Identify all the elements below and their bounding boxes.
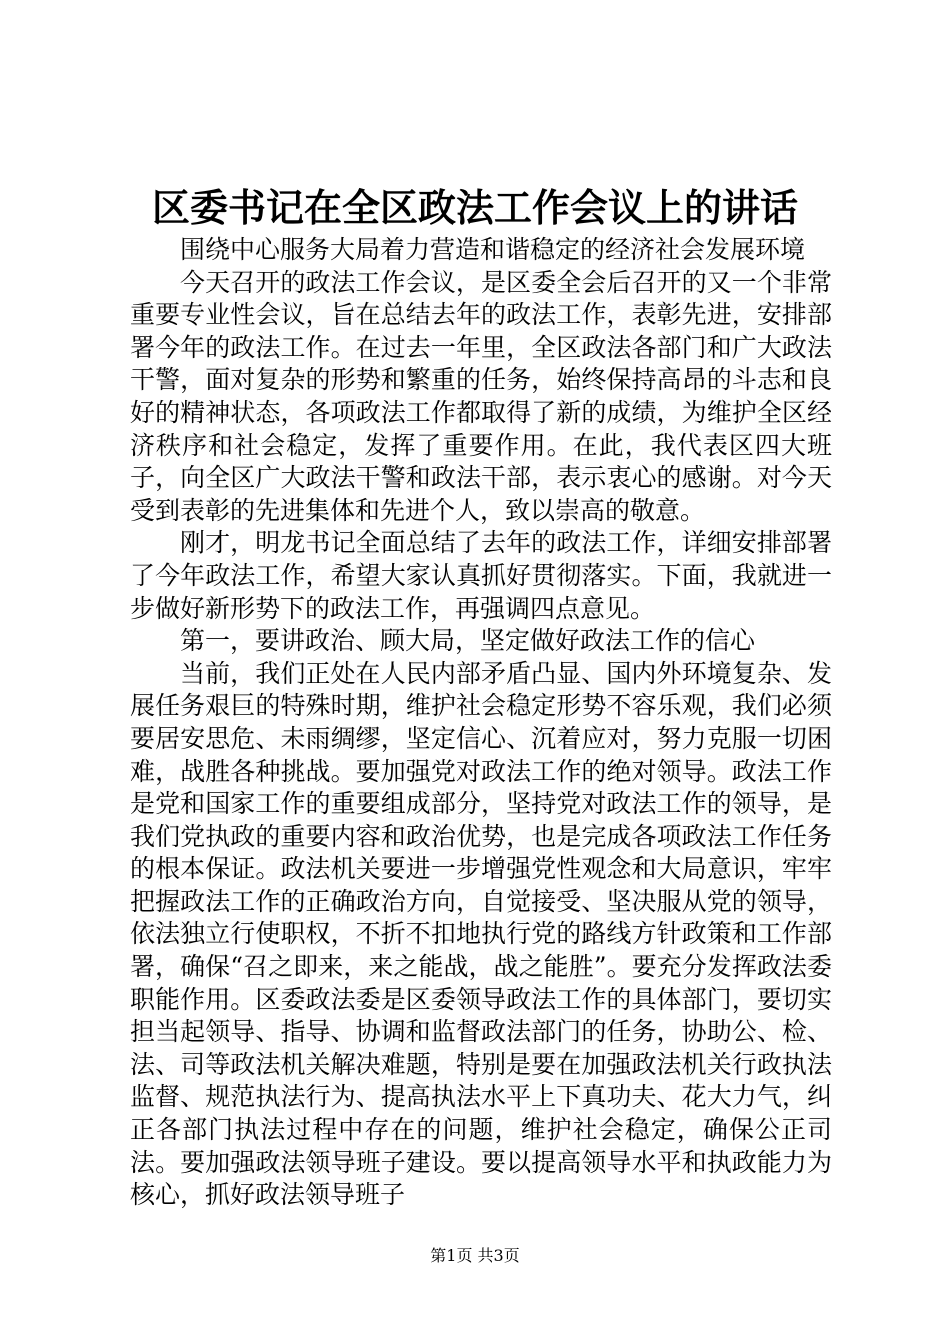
section-heading: 第一，要讲政治、顾大局，坚定做好政法工作的信心 bbox=[180, 626, 756, 656]
document-body bbox=[130, 234, 832, 1212]
body-paragraph: 当前，我们正处在人民内部矛盾凸显、国内外环境复杂、发展任务艰巨的特殊时期，维护社会稳定形势不容乐观，我们必须要居安思危、未雨绸缪，坚定信心、沉着应对，努力克服一切困难，战胜各种挑战。要加强党对政法工作的绝对领导。政法工作是党和国家工作的重要组成部分，坚持党对政法工作的领导，是我们党执政的重要内容和政治优势，也是完成各项政法工作任务的根本保证。政法机关要进一步增强党性观念和大局意识，牢牢把握政法工作的正确政治方向，自觉接受、坚决服从党的领导，依法独立行使职权，不折不扣地执行党的路线方针政策和工作部署，确保“召之即来，来之能战，战之能胜”。要充分发挥政法委职能作用。区委政法委是区委领导政法工作的具体部门，要切实担当起领导、指导、协调和监督政法部门的任务，协助公、检、法、司等政法机关解决难题，特别是要在加强政法机关行政执法监督、规范执法行为、提高执法水平上下真功夫、花大力气，纠正各部门执法过程中存在的问题，维护社会稳定，确保公正司法。要加强政法领导班子建设。要以提高领导水平和执政能力为核心，抓好政法领导班子 bbox=[130, 658, 832, 1210]
page-number-footer: 第1页 共3页 bbox=[430, 1246, 520, 1265]
body-paragraph: 今天召开的政法工作会议，是区委全会后召开的又一个非常重要专业性会议，旨在总结去年的政法工作，表彰先进，安排部署今年的政法工作。在过去一年里，全区政法各部门和广大政法干警，面对复杂的形势和繁重的任务，始终保持高昂的斗志和良好的精神状态，各项政法工作都取得了新的成绩，为维护全区经济秩序和社会稳定，发挥了重要作用。在此，我代表区四大班子，向全区广大政法干警和政法干部，表示衷心的感谢。对今天受到表彰的先进集体和先进个人，致以崇高的敬意。 bbox=[130, 267, 832, 525]
document-title: 区委书记在全区政法工作会议上的讲话 bbox=[151, 185, 798, 230]
document-subtitle: 围绕中心服务大局着力营造和谐稳定的经济社会发展环境 bbox=[180, 235, 806, 264]
body-paragraph: 刚才，明龙书记全面总结了去年的政法工作，详细安排部署了今年政法工作，希望大家认真抓好贯彻落实。下面，我就进一步做好新形势下的政法工作，再强调四点意见。 bbox=[130, 528, 832, 623]
